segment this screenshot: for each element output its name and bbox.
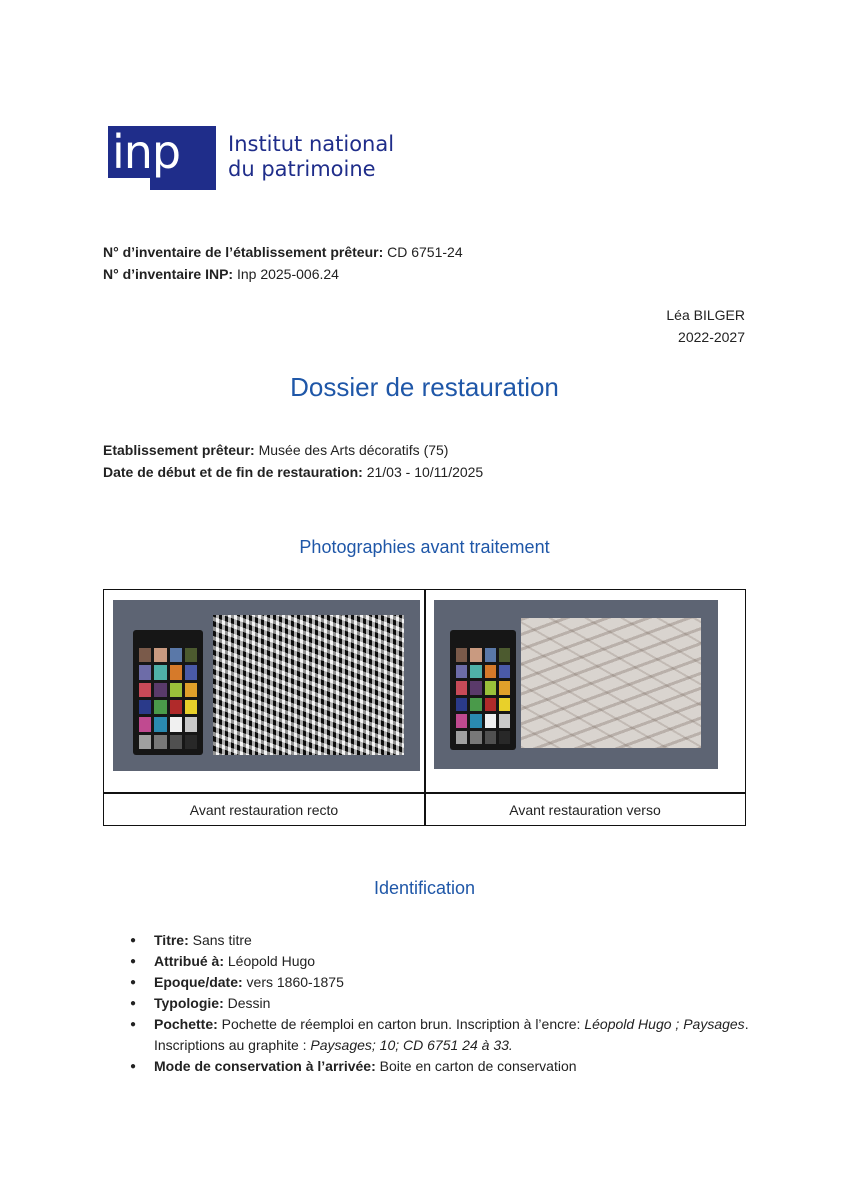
checker-swatch — [154, 735, 166, 749]
list-item-pochette — [130, 1014, 750, 1056]
checker-swatch — [154, 700, 166, 714]
photo-recto — [113, 600, 420, 771]
author-name: Léa BILGER — [666, 307, 745, 323]
checker-swatch — [170, 648, 182, 662]
caption-recto: Avant restauration recto — [189, 802, 339, 818]
attribue-label: Attribué à: — [154, 953, 224, 969]
list-item-epoque — [130, 972, 750, 993]
pochette-text1: Pochette de réemploi en carton brun. Inscription à l’encre: — [217, 1016, 585, 1032]
checker-swatch — [499, 665, 510, 679]
checker-swatch — [154, 665, 166, 679]
attribue-value: Léopold Hugo — [224, 953, 316, 969]
checker-swatch — [185, 648, 197, 662]
lender-inventory-value: CD 6751-24 — [383, 244, 463, 260]
checker-swatch — [185, 683, 197, 697]
dates-line — [103, 461, 483, 483]
checker-swatch — [499, 714, 510, 728]
checker-swatch — [170, 735, 182, 749]
checker-swatch — [170, 683, 182, 697]
list-item-typologie — [130, 993, 750, 1014]
checker-swatch — [470, 665, 481, 679]
checker-swatch — [139, 735, 151, 749]
checker-swatch — [185, 665, 197, 679]
author-years: 2022-2027 — [678, 329, 745, 345]
checker-swatch — [499, 681, 510, 695]
identification-heading: Identification — [373, 878, 476, 898]
typologie-value: Dessin — [223, 995, 271, 1011]
inp-inventory-label: N° d’inventaire INP: — [103, 266, 234, 282]
checker-swatch — [139, 665, 151, 679]
drawing-verso — [521, 618, 701, 748]
checker-swatch — [499, 698, 510, 712]
photo-verso — [434, 600, 718, 769]
lender-inventory-line — [103, 241, 463, 263]
checker-swatch — [470, 731, 481, 745]
checker-swatch — [499, 731, 510, 745]
mode-label: Mode de conservation à l’arrivée: — [154, 1058, 376, 1074]
list-item-attribue — [130, 951, 750, 972]
checker-swatch — [139, 700, 151, 714]
checker-swatch — [470, 681, 481, 695]
dates-value: 21/03 - 10/11/2025 — [362, 464, 484, 480]
checker-swatch — [139, 683, 151, 697]
checker-swatch — [456, 698, 467, 712]
checker-swatch — [456, 731, 467, 745]
checker-swatch — [139, 648, 151, 662]
checker-swatch — [470, 698, 481, 712]
lender-inventory-label: N° d’inventaire de l’établissement prêteur: — [103, 244, 384, 260]
photos-heading: Photographies avant traitement — [299, 537, 550, 557]
pochette-label: Pochette: — [154, 1016, 218, 1032]
institution-label: Etablissement prêteur: — [103, 442, 255, 458]
inventory-block — [103, 241, 463, 285]
dates-label: Date de début et de fin de restauration: — [103, 464, 363, 480]
checker-swatch — [485, 665, 496, 679]
checker-swatch — [154, 648, 166, 662]
checker-swatch — [485, 731, 496, 745]
identification-list — [130, 930, 750, 1077]
logo-name-line2: du patrimoine — [228, 157, 376, 181]
epoque-label: Epoque/date: — [154, 974, 243, 990]
logo-abbr: inp — [112, 125, 181, 179]
checker-swatch — [456, 665, 467, 679]
mode-value: Boite en carton de conservation — [375, 1058, 577, 1074]
list-item-titre — [130, 930, 750, 951]
logo-name-line1: Institut national — [228, 132, 395, 156]
institution-value: Musée des Arts décoratifs (75) — [254, 442, 449, 458]
inp-logo-mark — [108, 126, 216, 190]
inp-inventory-line — [103, 263, 463, 285]
epoque-value: vers 1860-1875 — [242, 974, 344, 990]
checker-swatch — [185, 735, 197, 749]
checker-swatch — [154, 683, 166, 697]
checker-swatch — [170, 717, 182, 731]
checker-swatch — [185, 700, 197, 714]
color-checker-verso — [450, 630, 516, 750]
document-title: Dossier de restauration — [290, 372, 559, 402]
titre-label: Titre: — [154, 932, 189, 948]
caption-verso: Avant restauration verso — [509, 802, 661, 818]
checker-swatch — [185, 717, 197, 731]
list-item-mode — [130, 1056, 750, 1077]
lender-block — [103, 439, 483, 483]
checker-swatch — [170, 700, 182, 714]
checker-swatch — [154, 717, 166, 731]
inp-logo — [108, 126, 394, 190]
inp-inventory-value: Inp 2025-006.24 — [233, 266, 339, 282]
checker-swatch — [485, 681, 496, 695]
checker-swatch — [470, 714, 481, 728]
typologie-label: Typologie: — [154, 995, 224, 1011]
checker-swatch — [485, 714, 496, 728]
checker-swatch — [485, 698, 496, 712]
logo-name — [228, 132, 394, 182]
photos-table — [103, 589, 746, 826]
checker-swatch — [139, 717, 151, 731]
checker-swatch — [485, 648, 496, 662]
institution-line — [103, 439, 483, 461]
titre-value: Sans titre — [188, 932, 252, 948]
pochette-italic1: Léopold Hugo ; Paysages — [584, 1016, 745, 1032]
checker-swatch — [456, 714, 467, 728]
author-block — [666, 304, 745, 348]
drawing-recto — [213, 615, 404, 755]
checker-swatch — [170, 665, 182, 679]
checker-swatch — [456, 648, 467, 662]
pochette-text2: . Inscriptions au graphite : — [154, 1016, 749, 1053]
checker-swatch — [470, 648, 481, 662]
checker-swatch — [456, 681, 467, 695]
checker-swatch — [499, 648, 510, 662]
pochette-italic2: Paysages; 10; CD 6751 24 à 33. — [310, 1037, 513, 1053]
color-checker-recto — [133, 630, 203, 755]
